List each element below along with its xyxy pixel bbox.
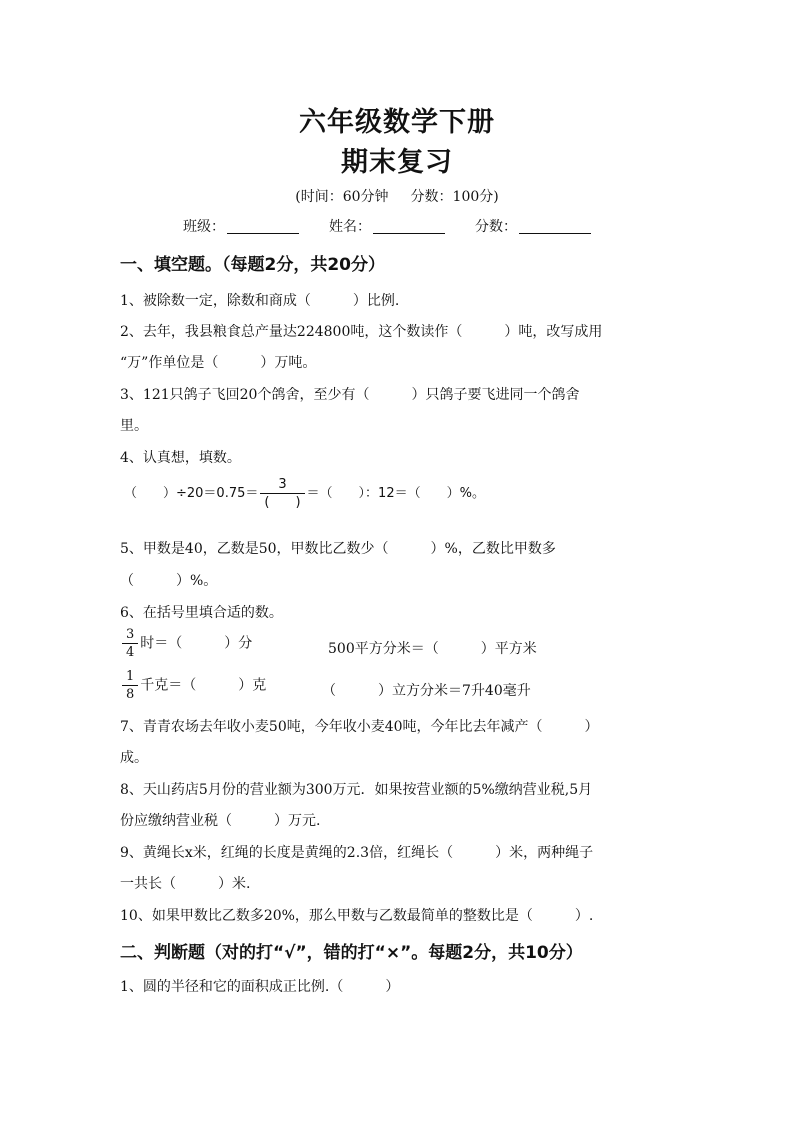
question-1-6: 6、在括号里填合适的数。 [120, 605, 283, 621]
question-1-8-line2: 份应缴纳营业税（ ）万元. [120, 813, 321, 829]
q6c-text: 千克＝（ ）克 [140, 677, 267, 694]
question-1-2-line2: “万”作单位是（ ）万吨。 [120, 355, 317, 371]
exam-title: 六年级数学下册 [299, 107, 495, 138]
exam-subtitle: 期末复习 [341, 147, 453, 178]
q6a-text: 时＝（ ）分 [140, 635, 253, 652]
question-1-3-line2: 里。 [120, 418, 148, 434]
question-1-10: 10、如果甲数比乙数多20%，那么甲数与乙数最简单的整数比是（ ）. [120, 908, 594, 924]
score-label: 分数： [475, 219, 517, 235]
fraction-numerator: 3 [278, 477, 287, 492]
fraction-three-quarters [122, 628, 138, 659]
question-1-7-line1: 7、青青农场去年收小麦50吨，今年收小麦40吨，今年比去年减产（ ） [120, 719, 599, 735]
name-blank[interactable] [373, 219, 445, 234]
student-info-row [183, 216, 621, 236]
question-2-1: 1、圆的半径和它的面积成正比例.（ ） [120, 979, 400, 995]
class-blank[interactable] [227, 219, 299, 234]
section-1-heading: 一、填空题。（每题2分，共20分） [120, 255, 385, 275]
fraction-denominator: 4 [122, 643, 138, 659]
class-label: 班级： [183, 219, 225, 235]
score-field [475, 216, 591, 236]
section-2-heading: 二、判断题（对的打“√”，错的打“×”。每题2分，共10分） [120, 943, 583, 963]
question-1-9-line2: 一共长（ ）米. [120, 876, 251, 892]
question-1-6a [120, 628, 252, 659]
equation-right: ＝（ ）：12＝（ ）%。 [306, 486, 485, 501]
fraction-one-eighth [122, 670, 138, 701]
question-1-2-line1: 2、去年，我县粮食总产量达224800吨，这个数读作（ ）吨，改写成用 [120, 324, 603, 340]
equation-fraction [260, 478, 304, 509]
fraction-numerator: 3 [126, 627, 135, 642]
equation-left: （ ）÷20＝0.75＝ [124, 486, 259, 501]
question-1-6b: 500平方分米＝（ ）平方米 [328, 641, 537, 657]
question-1-6c [120, 670, 266, 701]
question-1-8-line1: 8、天山药店5月份的营业额为300万元．如果按营业额的5%缴纳营业税,5月 [120, 782, 593, 798]
time-limit: (时间：60分钟 [295, 189, 389, 205]
question-1-4: 4、认真想，填数。 [120, 450, 241, 466]
question-1-9-line1: 9、黄绳长x米，红绳的长度是黄绳的2.3倍，红绳长（ ）米，两种绳子 [120, 845, 594, 861]
question-1-7-line2: 成。 [120, 750, 148, 766]
fraction-denominator: 8 [122, 685, 138, 701]
fraction-denominator: ( ) [260, 493, 304, 509]
class-field [183, 216, 299, 236]
question-1-1: 1、被除数一定，除数和商成（ ）比例. [120, 293, 400, 309]
fraction-numerator: 1 [126, 669, 135, 684]
name-field [329, 216, 445, 236]
exam-info [0, 186, 794, 206]
total-score: 分数：100分) [410, 189, 499, 205]
question-1-4-equation [124, 478, 485, 509]
question-1-3-line1: 3、121只鸽子飞回20个鸽舍，至少有（ ）只鸽子要飞进同一个鸽舍 [120, 387, 580, 403]
name-label: 姓名： [329, 219, 371, 235]
question-1-5-line1: 5、甲数是40，乙数是50，甲数比乙数少（ ）%，乙数比甲数多 [120, 541, 556, 557]
question-1-6d: （ ）立方分米＝7升40毫升 [322, 683, 531, 699]
question-1-5-line2: （ ）%。 [120, 573, 218, 589]
score-blank[interactable] [519, 219, 591, 234]
